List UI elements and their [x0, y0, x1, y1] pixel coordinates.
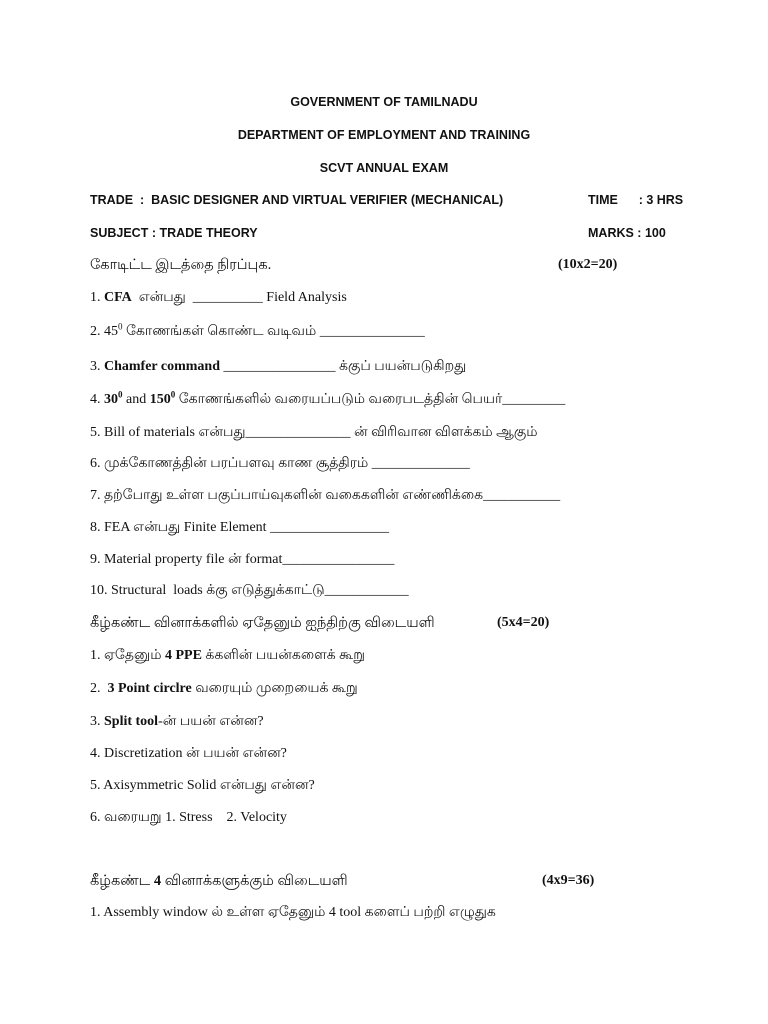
question-text: 2. 45 — [90, 324, 118, 339]
term-bold: 150 — [149, 392, 171, 407]
term-bold: Chamfer command — [104, 359, 221, 374]
section1-marks: (10x2=20) — [558, 257, 618, 272]
term-bold: 30 — [104, 392, 118, 407]
header-government: GOVERNMENT OF TAMILNADU — [290, 95, 478, 109]
question-1-5: 5. Bill of materials என்பது_______________ ன் விரிவான விளக்கம் ஆகும் — [90, 425, 538, 440]
question-number: 3. — [90, 359, 104, 374]
degree-superscript: 0 — [170, 389, 176, 400]
term-bold: CFA — [104, 290, 132, 305]
question-2-1 — [90, 649, 365, 663]
question-text: வரையும் முறையைக் கூறு — [191, 681, 358, 696]
question-1-10: 10. Structural loads க்கு எடுத்துக்காட்டு____________ — [90, 583, 409, 598]
question-1-6: 6. முக்கோணத்தின் பரப்பளவு காண சூத்திரம் ______________ — [90, 456, 470, 471]
question-1-2 — [90, 321, 425, 339]
question-1-7: 7. தற்போது உள்ள பகுப்பாய்வுகளின் வகைகளின் எண்ணிக்கை___________ — [90, 488, 561, 503]
degree-superscript: 0 — [118, 321, 123, 332]
question-1-4 — [90, 389, 566, 407]
question-text: கோணங்கள் கொண்ட வடிவம் _______________ — [122, 324, 425, 339]
question-2-3 — [90, 715, 264, 729]
question-text: 3. — [90, 714, 104, 729]
question-3-1: 1. Assembly window ல் உள்ள ஏதேனும் 4 tool களைப் பற்றி எழுதுக — [90, 905, 496, 920]
question-2-5: 5. Axisymmetric Solid என்பது என்ன? — [90, 778, 315, 793]
question-text: என்பது __________ Field Analysis — [131, 290, 347, 305]
term-bold: 4 PPE — [164, 648, 202, 663]
term-bold: 3 Point circlre — [107, 681, 192, 696]
section3-title — [90, 874, 348, 889]
question-text: 2. — [90, 681, 108, 696]
question-text: கோணங்களில் வரையப்படும் வரைபடத்தின் பெயர்_________ — [175, 392, 566, 407]
question-1-8: 8. FEA என்பது Finite Element _________________ — [90, 520, 390, 535]
question-2-2 — [90, 682, 358, 696]
question-text: க்களின் பயன்களைக் கூறு — [201, 648, 365, 663]
question-text: -ன் பயன் என்ன? — [158, 714, 264, 729]
question-number: 1. — [90, 290, 104, 305]
section3-marks: (4x9=36) — [542, 873, 595, 888]
question-text: வினாக்களுக்கும் விடையளி — [161, 873, 348, 889]
question-1-1 — [90, 291, 347, 305]
question-2-6: 6. வரையறு 1. Stress 2. Velocity — [90, 810, 287, 825]
question-text: and — [122, 392, 150, 407]
question-1-3 — [90, 360, 466, 374]
question-2-4: 4. Discretization ன் பயன் என்ன? — [90, 746, 287, 761]
question-number: 4. — [90, 392, 104, 407]
section1-title: கோடிட்ட இடத்தை நிரப்புக. — [90, 257, 272, 273]
time-line: TIME : 3 HRS — [588, 193, 684, 207]
header-exam: SCVT ANNUAL EXAM — [319, 161, 449, 175]
degree-superscript: 0 — [118, 389, 123, 400]
subject-line: SUBJECT : TRADE THEORY — [90, 226, 258, 240]
section2-marks: (5x4=20) — [497, 615, 550, 630]
trade-line: TRADE : BASIC DESIGNER AND VIRTUAL VERIFIER (MECHANICAL) — [90, 193, 504, 207]
marks-line: MARKS : 100 — [588, 226, 666, 240]
section2-title: கீழ்கண்ட வினாக்களில் ஏதேனும் ஐந்திற்கு விடையளி — [90, 615, 435, 631]
question-text: ________________ க்குப் பயன்படுகிறது — [220, 359, 467, 374]
question-text: 1. ஏதேனும் — [90, 648, 165, 663]
term-bold: Split tool — [104, 714, 159, 729]
question-1-9: 9. Material property file ன் format________________ — [90, 552, 395, 567]
term-bold: 4 — [153, 873, 162, 889]
question-text: கீழ்கண்ட — [90, 873, 154, 889]
header-department: DEPARTMENT OF EMPLOYMENT AND TRAINING — [237, 128, 531, 142]
